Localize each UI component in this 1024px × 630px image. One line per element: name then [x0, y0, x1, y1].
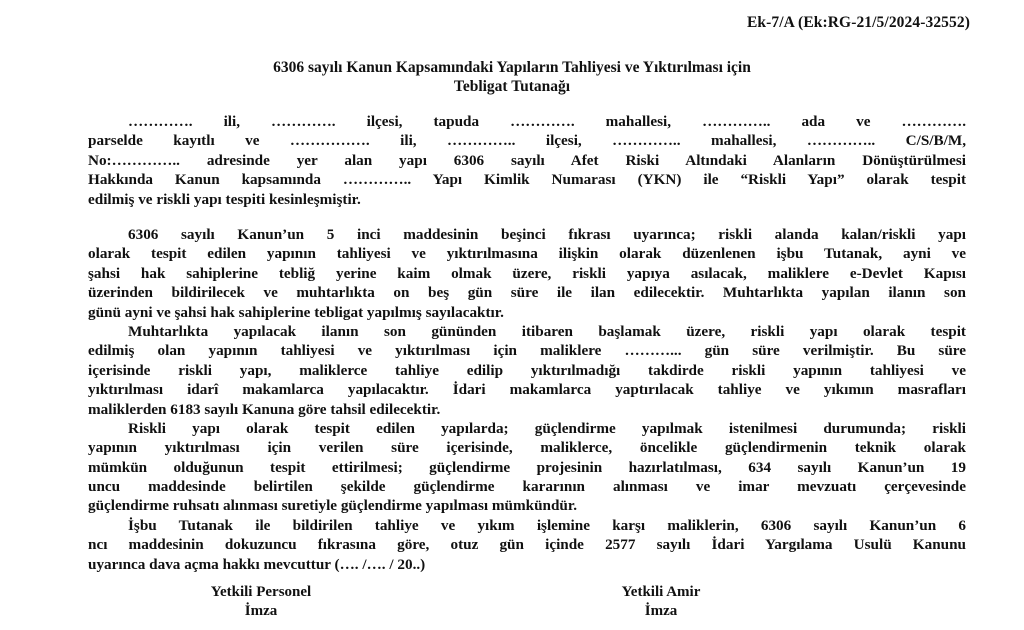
text-line: güçlendirme ruhsatı alınması suretiyle güçlendirme yapılması mümkündür. [88, 497, 577, 515]
signature-label: İmza [244, 603, 278, 619]
text-line: …………. ili, …………. ilçesi, tapuda …………. mahallesi, ………….. ada ve …………. [128, 113, 966, 130]
body-paragraphs [88, 225, 966, 574]
text-line: 6306 sayılı Kanun’un 5 inci maddesinin beşinci fıkrası uyarınca; riskli alanda kalan/riskli yapı [128, 226, 966, 243]
signature-personnel [141, 583, 381, 621]
signature-block [0, 583, 1024, 623]
text-line: mümkün olduğunun tespit ettirilmesi; güçlendirme projesinin hazırlatılması, 634 sayılı Kanun’un 19 [88, 458, 966, 476]
document-title [0, 58, 1024, 96]
text-line: maliklerden 6183 sayılı Kanuna göre tahsil edilecektir. [88, 400, 441, 418]
text-line: günü ayni ve şahsi hak sahiplerine tebligat yapılmış sayılacaktır. [88, 303, 504, 321]
text-line: üzerinden bildirilecek ve muhtarlıkta on beş gün süre ile ilan edilecektir. Muhtarlıkta yapılan ilanın son [88, 284, 966, 302]
intro-paragraph [88, 112, 966, 209]
text-line: Riskli yapı olarak tespit edilen yapılarda; güçlendirme yapılmak istenilmesi durumunda; riskli [128, 419, 966, 437]
signature-supervisor [541, 583, 781, 621]
title-line-2: Tebligat Tutanağı [453, 78, 571, 95]
signature-label: İmza [644, 603, 678, 619]
text-line: uyarınca dava açma hakkı mevcuttur (…. /…. / 20..) [88, 555, 426, 573]
text-line: olarak tespit edilen yapının tahliyesi ve yıktırılmasına ilişkin olarak düzenlenen işbu Tutanak, ayni ve [88, 245, 966, 263]
text-line: şahsi hak sahiplerine tebliğ yerine kaim olmak üzere, riskli yapıya asılacak, maliklere e-Devlet Kapısı [88, 264, 966, 282]
text-line: İşbu Tutanak ile bildirilen tahliye ve yıkım işlemine karşı maliklerin, 6306 sayılı Kanun’un 6 [128, 516, 966, 534]
text-line: yıktırılması idarî makamlarca yapılacaktır. İdari makamlarca yaptırılacak tahliye ve yıkımın masrafları [88, 381, 966, 399]
text-line: edilmiş olan yapının tahliyesi ve yıktırılması için maliklere ………... gün süre verilmiştir. Bu süre [88, 342, 966, 360]
text-line: içerisinde riskli yapı, maliklerce tahliye edilip yıktırılmadığı takdirde riskli yapının tahliyesi ve [88, 361, 966, 379]
title-line-1: 6306 sayılı Kanun Kapsamındaki Yapıların Tahliyesi ve Yıktırılması için [273, 59, 751, 76]
signature-role: Yetkili Personel [210, 584, 312, 600]
text-line: ncı maddesinin dokuzuncu fıkrasına göre, otuz gün içinde 2577 sayılı İdari Yargılama Usulü Kanunu [88, 536, 966, 554]
text-line: edilmiş ve riskli yapı tespiti kesinleşmiştir. [88, 190, 361, 208]
text-line: uncu maddesinde belirtilen şekilde güçlendirme kararının alınması ve imar mevzuatı çerçevesinde [88, 478, 966, 496]
signature-role: Yetkili Amir [621, 584, 701, 600]
text-line: Hakkında Kanun kapsamında ………….. Yapı Kimlik Numarası (YKN) ile “Riskli Yapı” olarak tespit [88, 171, 966, 189]
text-line: No:………….. adresinde yer alan yapı 6306 sayılı Afet Riski Altındaki Alanların Dönüştürülmesi [88, 151, 966, 169]
text-line: Muhtarlıkta yapılacak ilanın son gününden itibaren başlamak üzere, riskli yapı olarak tespit [128, 322, 966, 340]
document-code: Ek-7/A (Ek:RG-21/5/2024-32552) [746, 14, 970, 31]
text-line: yapının yıktırılması için verilen süre içerisinde, maliklerce, öncelikle güçlendirmenin teknik olarak [88, 439, 966, 457]
text-line: parselde kayıtlı ve ……………. ili, ………….. ilçesi, ………….. mahallesi, ………….. C/S/B/M, [88, 132, 966, 150]
